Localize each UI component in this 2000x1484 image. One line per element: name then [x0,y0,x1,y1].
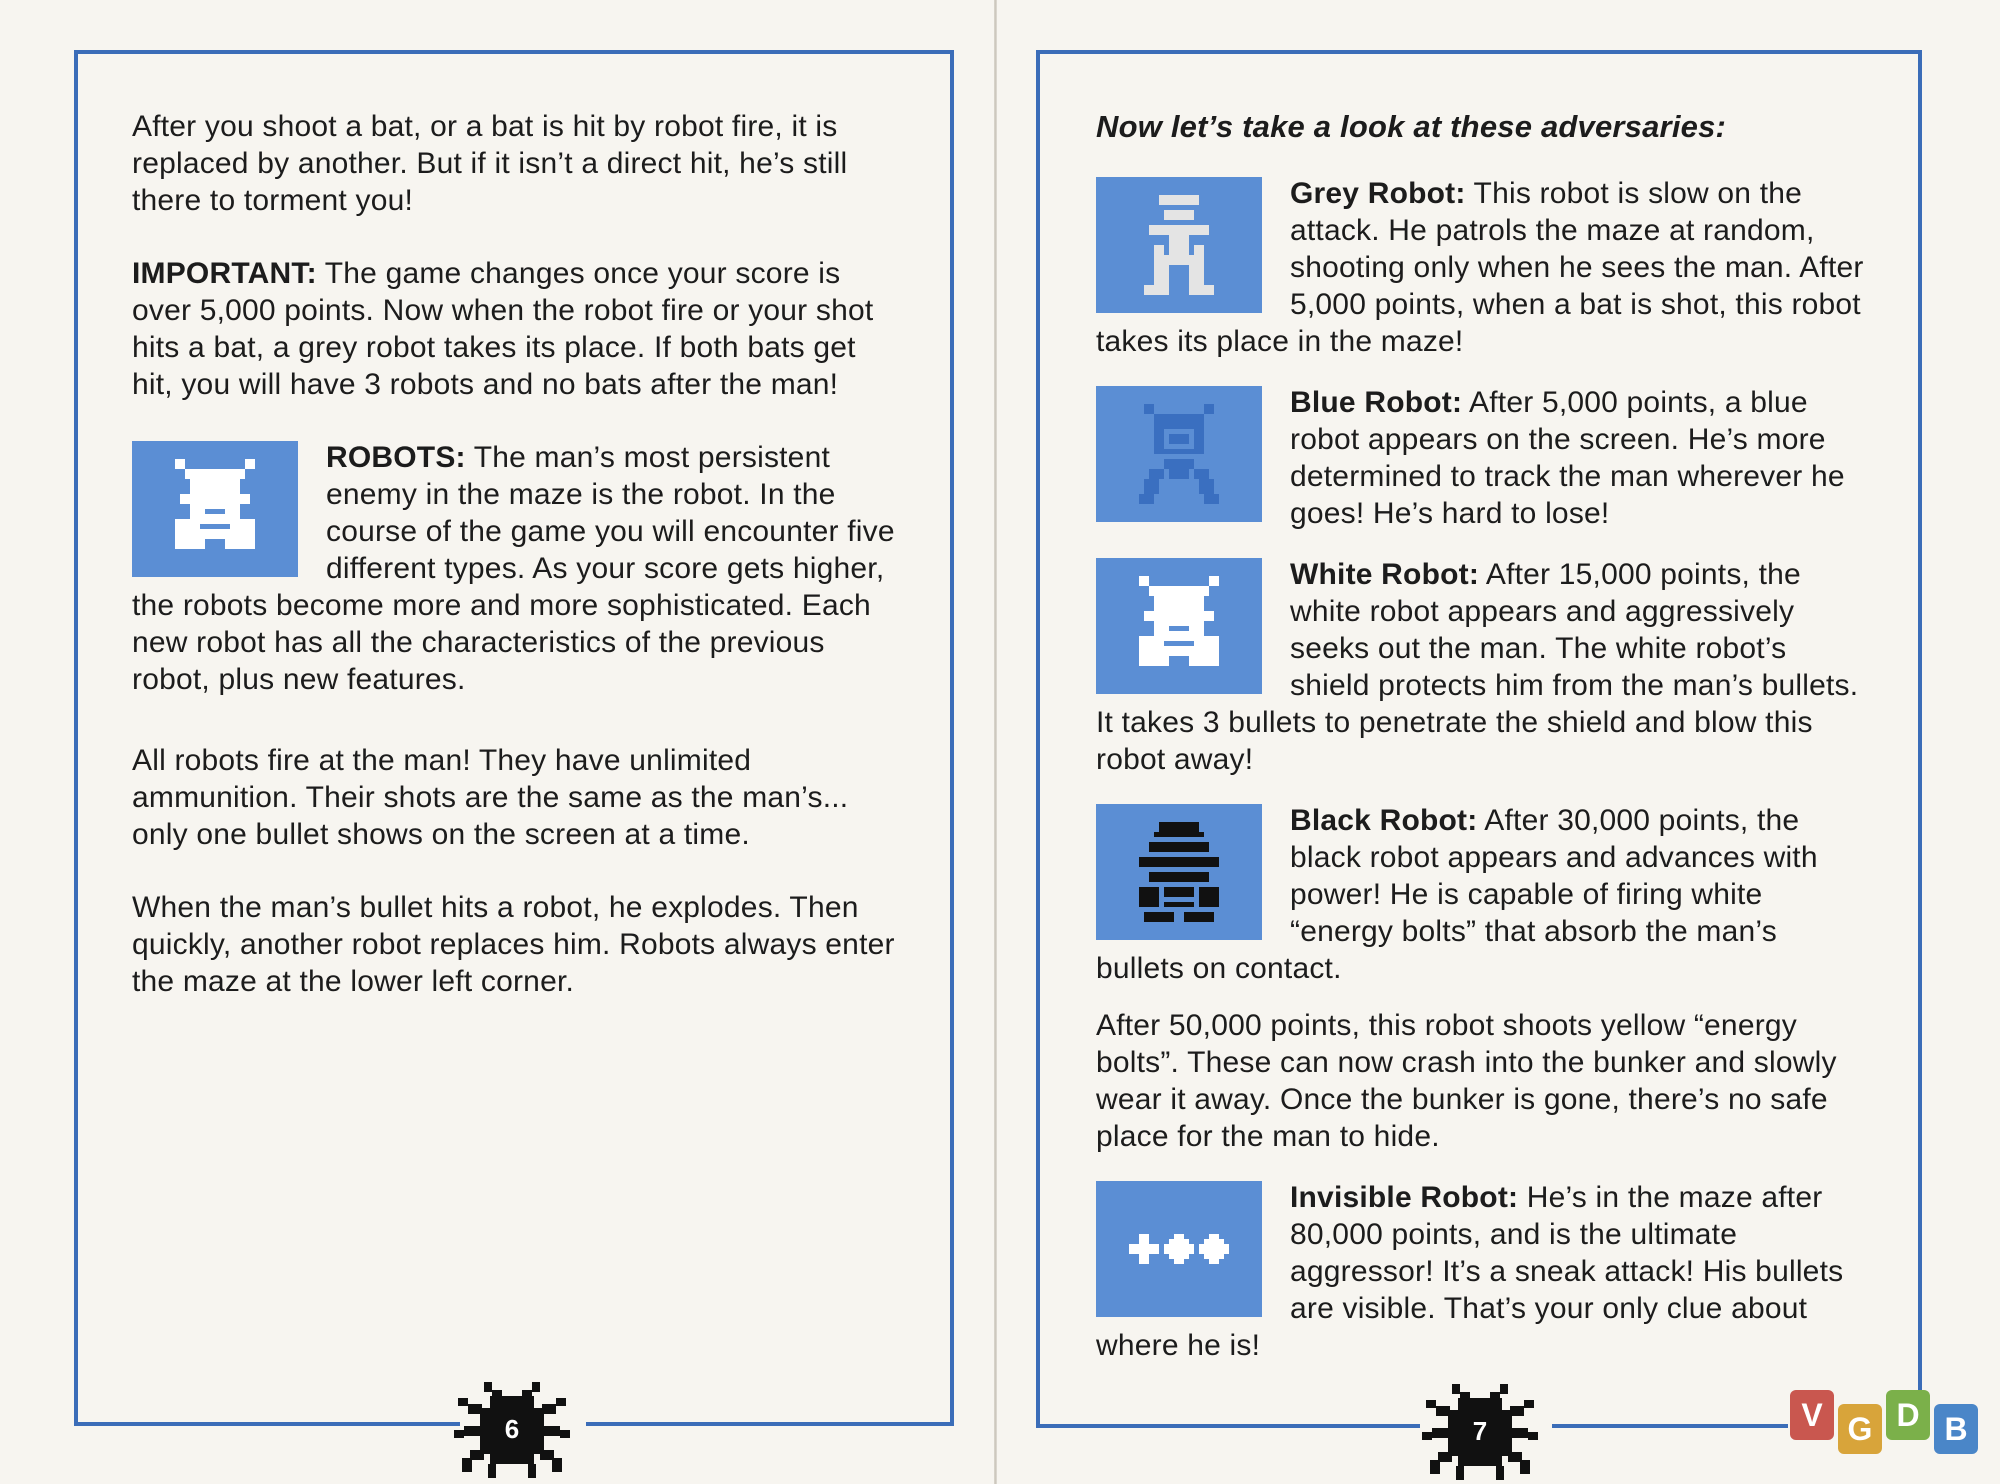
page-number-bug-right [1422,1382,1538,1482]
blue-robot-icon [1139,404,1219,504]
robots-text: The man’s most persistent enemy in the maze is the robot. In the course of the game you will encounter five different types. As your score gets higher, the robots become more and more sophisticated. Each new robot has all the characteristics of the previous robot, plus new features. [132,441,895,696]
invisible-robot-label: Invisible Robot: [1290,1181,1519,1214]
black-robot-label: Black Robot: [1290,804,1478,837]
blue-robot-sprite [1096,386,1262,522]
invisible-robot-text: He’s in the maze after 80,000 points, and is the ultimate aggressor! It’s a sneak attack! His bullets are visible. That’s your only clue about where he is! [1096,1181,1844,1362]
black-robot-icon [1134,822,1224,922]
vgdb-letter-d: D [1896,1397,1920,1433]
vgdb-logo-icon [1788,1386,1986,1466]
paragraph-robot-explodes: When the man’s bullet hits a robot, he explodes. Then quickly, another robot replaces him. Robots always enter the maze at the lower left corner. [132,891,895,998]
left-page-content [132,108,896,1036]
white-robot-icon [1134,576,1224,676]
black-robot-sprite [1096,804,1262,940]
page-number-bug-left [454,1380,570,1480]
vgdb-letter-b: B [1944,1411,1968,1447]
left-frame-bottom-line-left [74,1422,460,1426]
white-robot-label: White Robot: [1290,558,1480,591]
paragraph-important [132,255,896,403]
robots-entry [132,439,896,698]
paragraph-robots-fire: All robots fire at the man! They have unlimited ammunition. Their shots are the same as the man’s... only one bullet shows on the screen at a time. [132,744,849,851]
blue-robot-label: Blue Robot: [1290,386,1463,419]
white-robot-entry [1096,556,1870,778]
grey-robot-label: Grey Robot: [1290,177,1466,210]
vgdb-letter-g: G [1847,1411,1873,1447]
page-number-left: 6 [504,1414,520,1444]
right-page-content [1096,108,1870,1388]
white-robot-text: After 15,000 points, the white robot appears and aggressively seeks out the man. The white robot’s shield protects him from the man’s bullets. It takes 3 bullets to penetrate the shield and blow this robot away! [1096,558,1859,776]
blue-robot-text: After 5,000 points, a blue robot appears on the screen. He’s more determined to track the man wherever he goes! He’s hard to lose! [1290,386,1845,530]
grey-robot-text: This robot is slow on the attack. He patrols the maze at random, shooting only when he sees the man. After 5,000 points, when a bat is shot, this robot takes its place in the maze! [1096,177,1864,358]
grey-robot-sprite [1096,177,1262,313]
vgdb-watermark [1788,1386,1986,1466]
adversaries-heading: Now let’s take a look at these adversaries: [1096,109,1727,144]
right-frame-bottom-line-left [1036,1424,1420,1428]
paragraph-after-50k: After 50,000 points, this robot shoots yellow “energy bolts”. These can now crash into the bunker and slowly wear it away. Once the bunker is gone, there’s no safe place for the man to hide. [1096,1009,1837,1153]
blue-robot-entry [1096,384,1870,532]
invisible-robot-bullets-icon [1119,1229,1239,1269]
book-spine [994,0,997,1484]
robots-label: ROBOTS: [326,441,466,474]
left-frame-bottom-line-right [586,1422,954,1426]
vgdb-letter-v: V [1801,1397,1823,1433]
black-robot-text: After 30,000 points, the black robot appears and advances with power! He is capable of firing white “energy bolts” that absorb the man’s bullets on contact. [1096,804,1818,985]
important-text: The game changes once your score is over 5,000 points. Now when the robot fire or your shot hits a bat, a grey robot takes its place. If both bats get hit, you will have 3 robots and no bats after the man! [132,257,874,401]
grey-robot-icon [1144,195,1214,295]
robot-icon [170,459,260,559]
black-robot-entry [1096,802,1870,987]
invisible-robot-entry [1096,1179,1870,1364]
invisible-robot-sprite [1096,1181,1262,1317]
page-number-right: 7 [1472,1416,1488,1446]
important-label: IMPORTANT: [132,257,317,290]
white-robot-sprite [1096,558,1262,694]
grey-robot-entry [1096,175,1870,360]
robot-sprite-generic [132,441,298,577]
right-frame-bottom-line-right [1552,1424,1788,1428]
paragraph-bat-replacement: After you shoot a bat, or a bat is hit by robot fire, it is replaced by another. But if it isn’t a direct hit, he’s still there to torment you! [132,110,848,217]
